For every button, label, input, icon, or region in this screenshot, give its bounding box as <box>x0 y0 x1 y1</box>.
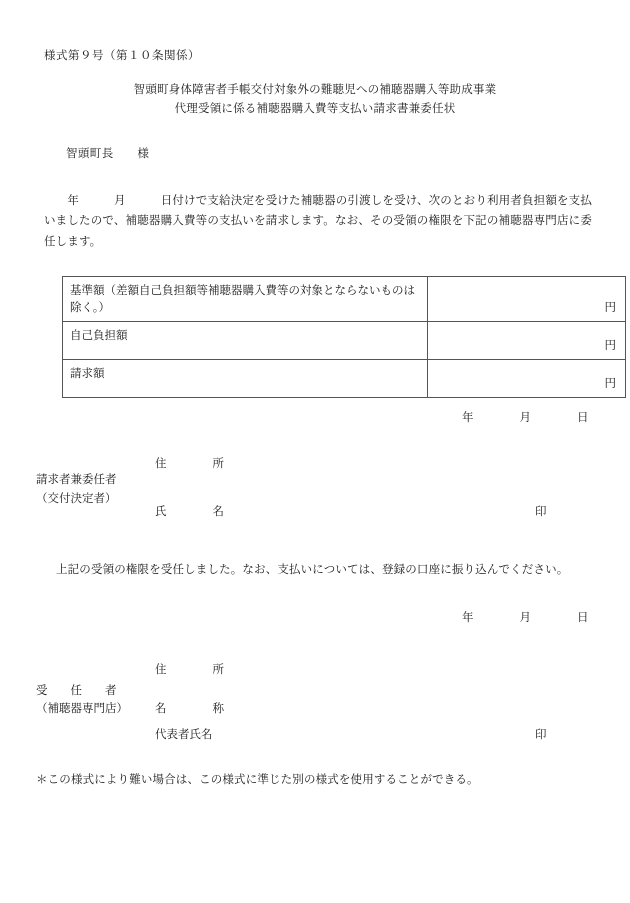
claimant-seal-icon: 印 <box>535 504 547 518</box>
table-cell-label: 基準額（差額自己負担額等補聴器購入費等の対象とならないものは除く。） <box>63 277 428 322</box>
receiver-role-label-1: 受 任 者 <box>36 683 117 697</box>
table-cell-label: 自己負担額 <box>63 321 428 359</box>
receiver-address-label[interactable]: 住 所 <box>155 662 224 676</box>
claimant-role-label-2: （交付決定者） <box>36 491 117 505</box>
receiver-name-label[interactable]: 名 称 <box>155 701 224 715</box>
table-cell-amount[interactable]: 円 <box>428 359 626 397</box>
form-number: 様式第９号（第１０条関係） <box>44 48 200 62</box>
document-title <box>0 80 630 117</box>
middle-paragraph: 上記の受領の権限を受任しました。なお、支払いについては、登録の口座に振り込んでください。 <box>56 562 569 576</box>
claimant-address-label[interactable]: 住 所 <box>155 456 224 470</box>
claimant-role-label-1: 請求者兼委任者 <box>36 472 117 486</box>
body-paragraph: 年 月 日付けで支給決定を受けた補聴器の引渡しを受け、次のとおり利用者負担額を支払いましたので、補聴器購入費等の支払いを請求します。なお、その受領の権限を下記の補聴器専門店に委任します。 <box>44 193 592 248</box>
table-cell-label: 請求額 <box>63 359 428 397</box>
receiver-role-label-2: （補聴器専門店） <box>36 701 128 715</box>
claimant-name-label[interactable]: 氏 名 <box>155 504 224 518</box>
receiver-seal-icon: 印 <box>535 727 547 741</box>
table-cell-amount[interactable]: 円 <box>428 321 626 359</box>
title-line-2: 代理受領に係る補聴器購入費等支払い請求書兼委任状 <box>174 100 456 115</box>
title-line-1: 智頭町身体障害者手帳交付対象外の難聴児への補聴器購入等助成事業 <box>133 82 497 96</box>
table-cell-amount[interactable]: 円 <box>428 277 626 322</box>
table-row <box>63 321 626 359</box>
addressee: 智頭町長 様 <box>66 146 150 160</box>
receiver-representative-label[interactable]: 代表者氏名 <box>155 727 213 741</box>
receiver-date-line[interactable]: 年 月 日 <box>462 610 589 624</box>
footnote: ＊この様式により難い場合は、この様式に準じた別の様式を使用することができる。 <box>36 772 479 786</box>
amount-table <box>62 276 626 398</box>
table-row <box>63 359 626 397</box>
table-row <box>63 277 626 322</box>
claimant-date-line[interactable]: 年 月 日 <box>462 410 589 424</box>
